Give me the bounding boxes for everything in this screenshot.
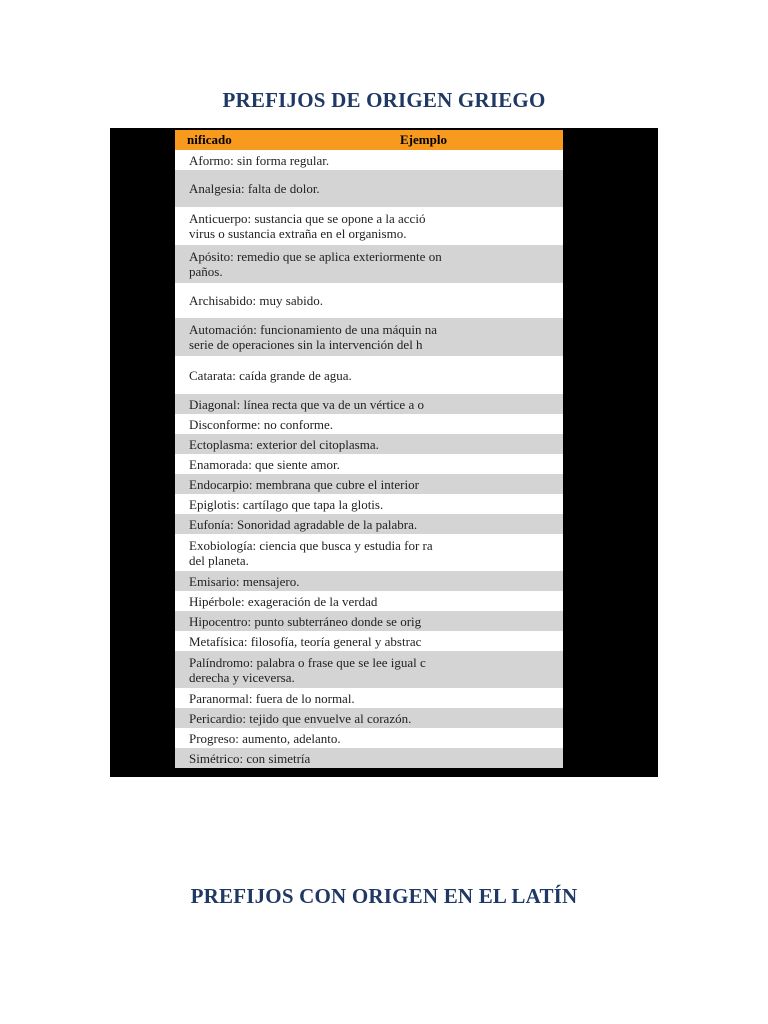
table-row — [175, 245, 563, 283]
table-row — [175, 454, 563, 474]
cell-significado — [175, 474, 185, 494]
cell-significado — [175, 708, 185, 728]
cell-ejemplo — [185, 434, 609, 454]
cell-significado — [175, 591, 185, 611]
table-row — [175, 514, 563, 534]
table-row — [175, 283, 563, 318]
cell-significado — [175, 631, 185, 651]
cell-significado — [175, 434, 185, 454]
cell-ejemplo — [185, 611, 609, 631]
cell-ejemplo — [185, 170, 609, 207]
cell-significado — [175, 245, 185, 283]
cell-ejemplo-text: Anticuerpo: sustancia que se opone a la acció virus o sustancia extraña en el organismo. — [189, 211, 426, 241]
prefix-table-body — [175, 130, 563, 768]
cell-significado — [175, 611, 185, 631]
cell-ejemplo-text: Metafísica: filosofía, teoría general y abstrac — [189, 633, 422, 649]
cell-significado — [175, 454, 185, 474]
cell-ejemplo — [185, 534, 609, 571]
cell-ejemplo-text: Emisario: mensajero. — [189, 573, 300, 589]
cell-ejemplo-text: Enamorada: que siente amor. — [189, 456, 340, 472]
header-significado: nificado — [187, 132, 232, 147]
table-row — [175, 534, 563, 571]
cell-ejemplo — [185, 631, 609, 651]
cell-ejemplo — [185, 748, 609, 768]
cell-ejemplo-text: Diagonal: línea recta que va de un vértice a o — [189, 396, 424, 412]
cell-significado — [175, 318, 185, 356]
cell-significado — [175, 748, 185, 768]
cell-significado — [175, 728, 185, 748]
page-title-greek: PREFIJOS DE ORIGEN GRIEGO — [222, 88, 546, 112]
table-row — [175, 631, 563, 651]
cell-ejemplo — [185, 207, 609, 245]
cell-ejemplo — [185, 414, 609, 434]
table-row — [175, 414, 563, 434]
cell-ejemplo — [185, 708, 609, 728]
cell-ejemplo-text: Archisabido: muy sabido. — [189, 293, 323, 308]
cell-ejemplo — [185, 688, 609, 708]
table-row — [175, 571, 563, 591]
cell-ejemplo — [185, 591, 609, 611]
table-row — [175, 394, 563, 414]
cell-significado — [175, 283, 185, 318]
cell-ejemplo — [185, 150, 609, 170]
cell-ejemplo-text: Aformo: sin forma regular. — [189, 152, 330, 168]
cell-ejemplo-text: Automación: funcionamiento de una máquin na serie de operaciones sin la intervención del h — [189, 322, 438, 352]
table-row — [175, 728, 563, 748]
table-row — [175, 494, 563, 514]
table-row — [175, 591, 563, 611]
cell-ejemplo-text: Ectoplasma: exterior del citoplasma. — [189, 436, 379, 452]
table-row — [175, 708, 563, 728]
cell-ejemplo — [185, 394, 609, 414]
table-row — [175, 748, 563, 768]
cell-significado — [175, 356, 185, 394]
cell-significado — [175, 207, 185, 245]
cell-ejemplo — [185, 283, 609, 318]
prefix-table — [110, 128, 658, 777]
cell-ejemplo-text: Eufonía: Sonoridad agradable de la palabra. — [189, 516, 418, 532]
cell-ejemplo-text: Hipocentro: punto subterráneo donde se orig — [189, 613, 422, 629]
cell-significado — [175, 571, 185, 591]
cell-ejemplo-text: Catarata: caída grande de agua. — [189, 367, 352, 383]
cell-ejemplo-text: Exobiología: ciencia que busca y estudia for ra del planeta. — [189, 537, 433, 568]
table-row — [175, 170, 563, 207]
table-row — [175, 651, 563, 688]
cell-ejemplo-text: Hipérbole: exageración de la verdad — [189, 593, 378, 609]
table-row — [175, 611, 563, 631]
table-row — [175, 207, 563, 245]
cell-significado — [175, 494, 185, 514]
cell-ejemplo — [185, 571, 609, 591]
table-row — [175, 150, 563, 170]
cell-ejemplo-text: Paranormal: fuera de lo normal. — [189, 690, 355, 706]
cell-significado — [175, 150, 185, 170]
table-header — [175, 130, 563, 150]
cell-ejemplo-text: Disconforme: no conforme. — [189, 416, 334, 432]
cell-significado — [175, 170, 185, 207]
cell-ejemplo — [185, 728, 609, 748]
cell-significado — [175, 534, 185, 571]
cell-ejemplo-text: Apósito: remedio que se aplica exteriormente on paños. — [189, 249, 442, 279]
cell-significado — [175, 651, 185, 688]
cell-significado — [175, 394, 185, 414]
cell-ejemplo-text: Analgesia: falta de dolor. — [189, 181, 320, 196]
cell-ejemplo — [185, 474, 609, 494]
cell-significado — [175, 514, 185, 534]
cell-ejemplo — [185, 494, 609, 514]
cell-significado — [175, 414, 185, 434]
cell-ejemplo — [185, 651, 609, 688]
cell-ejemplo — [185, 318, 609, 356]
cell-ejemplo-text: Progreso: aumento, adelanto. — [189, 730, 341, 746]
table-row — [175, 434, 563, 454]
cell-ejemplo-text: Simétrico: con simetría — [189, 750, 311, 766]
table-row — [175, 688, 563, 708]
cell-ejemplo — [185, 514, 609, 534]
cell-ejemplo — [185, 356, 609, 394]
section-title-latin: PREFIJOS CON ORIGEN EN EL LATÍN — [190, 884, 578, 908]
header-ejemplo: Ejemplo — [400, 132, 447, 147]
table-row — [175, 318, 563, 356]
cell-ejemplo-text: Palíndromo: palabra o frase que se lee igual c derecha y viceversa. — [189, 654, 426, 685]
cell-ejemplo — [185, 454, 609, 474]
cell-ejemplo — [185, 245, 609, 283]
cell-ejemplo-text: Epiglotis: cartílago que tapa la glotis. — [189, 496, 384, 512]
cell-ejemplo-text: Pericardio: tejido que envuelve al corazón. — [189, 710, 412, 726]
cell-significado — [175, 688, 185, 708]
table-row — [175, 356, 563, 394]
table-row — [175, 474, 563, 494]
cell-ejemplo-text: Endocarpio: membrana que cubre el interior — [189, 476, 419, 492]
